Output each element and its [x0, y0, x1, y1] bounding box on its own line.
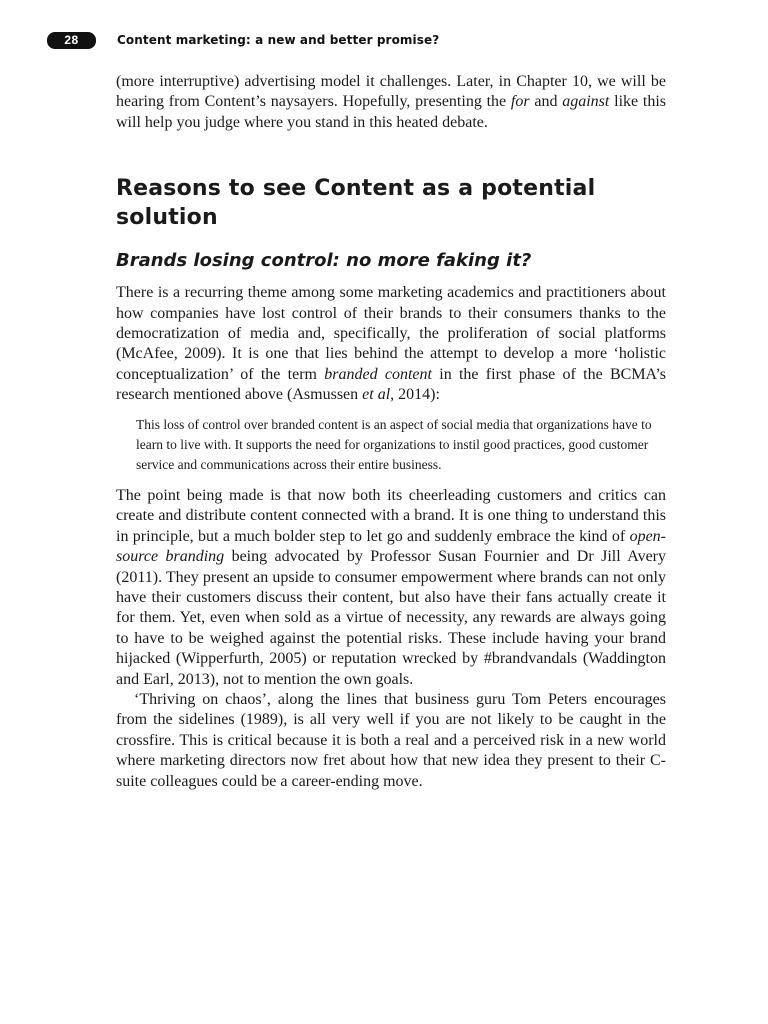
intro-paragraph — [116, 72, 666, 133]
paragraph1-text-3: , 2014): — [390, 386, 440, 404]
intro-text-3: like this will help you judge where you stand in this heated debate. — [116, 93, 667, 131]
intro-emphasis-for: for — [510, 93, 530, 111]
body-paragraph-3: ‘Thriving on chaos’, along the lines that business guru Tom Peters encourages from the sidelines (1989), is all very well if you are not likely to be caught in the crossfire. This is critical because it is both a real and a perceived risk in a new world where marketing directors now fret about how that new idea they present to their C-suite colleagues could be a career-ending move. — [116, 690, 666, 790]
body-paragraph-1 — [116, 283, 666, 405]
subsection-heading: Brands losing control: no more faking it? — [116, 250, 532, 272]
running-head — [47, 31, 439, 49]
paragraph1-text-2: in the first phase of the BCMA’s research mentioned above (Asmussen — [116, 365, 667, 404]
paragraph1-text-1: There is a recurring theme among some marketing academics and practitioners about how companies have lost control of their brands to their consumers thanks to the democratization of media and, specifically, the proliferation of social platforms (McAfee, 2009). It is one that lies behind the attempt to develop a more ‘holistic conceptualization’ of the term — [116, 284, 666, 383]
running-title: Content marketing: a new and better promise? — [117, 33, 440, 47]
page-number: 28 — [47, 32, 96, 49]
block-quote: This loss of control over branded content is an aspect of social media that organizations have to learn to live with. It supports the need for organizations to instil good practices, good customer service and communications across their entire business. — [136, 416, 652, 473]
paragraph1-emphasis-2: et al — [362, 386, 391, 404]
section-heading: Reasons to see Content as a potential solution — [116, 176, 596, 231]
intro-text-1: (more interruptive) advertising model it challenges. Later, in Chapter 10, we will be hearing from Content’s naysayers. Hopefully, presenting the — [116, 73, 666, 111]
main-content — [116, 72, 666, 792]
paragraph2-emphasis: open-source branding — [116, 527, 666, 566]
intro-emphasis-against: against — [562, 93, 610, 111]
body-paragraph-2 — [116, 486, 666, 690]
paragraph2-text-1: The point being made is that now both its cheerleading customers and critics can create and distribute content connected with a brand. It is one thing to understand this in principle, but a much bolder step to let go and suddenly embrace the kind of — [116, 486, 666, 545]
paragraph2-text-2: being advocated by Professor Susan Fournier and Dr Jill Avery (2011). They present an upside to consumer empowerment where brands can not only have their customers discuss their content, but also have their fans actually create it for them. Yet, even when sold as a virtue of necessity, any rewards are always going to have to be weighed against the potential risks. These include having your brand hijacked (Wipperfurth, 2005) or reputation wrecked by #brandvandals (Waddington and Earl, 2013), not to mention the own goals. — [116, 548, 666, 688]
paragraph1-emphasis-1: branded content — [324, 365, 432, 383]
intro-text-2: and — [529, 93, 563, 111]
